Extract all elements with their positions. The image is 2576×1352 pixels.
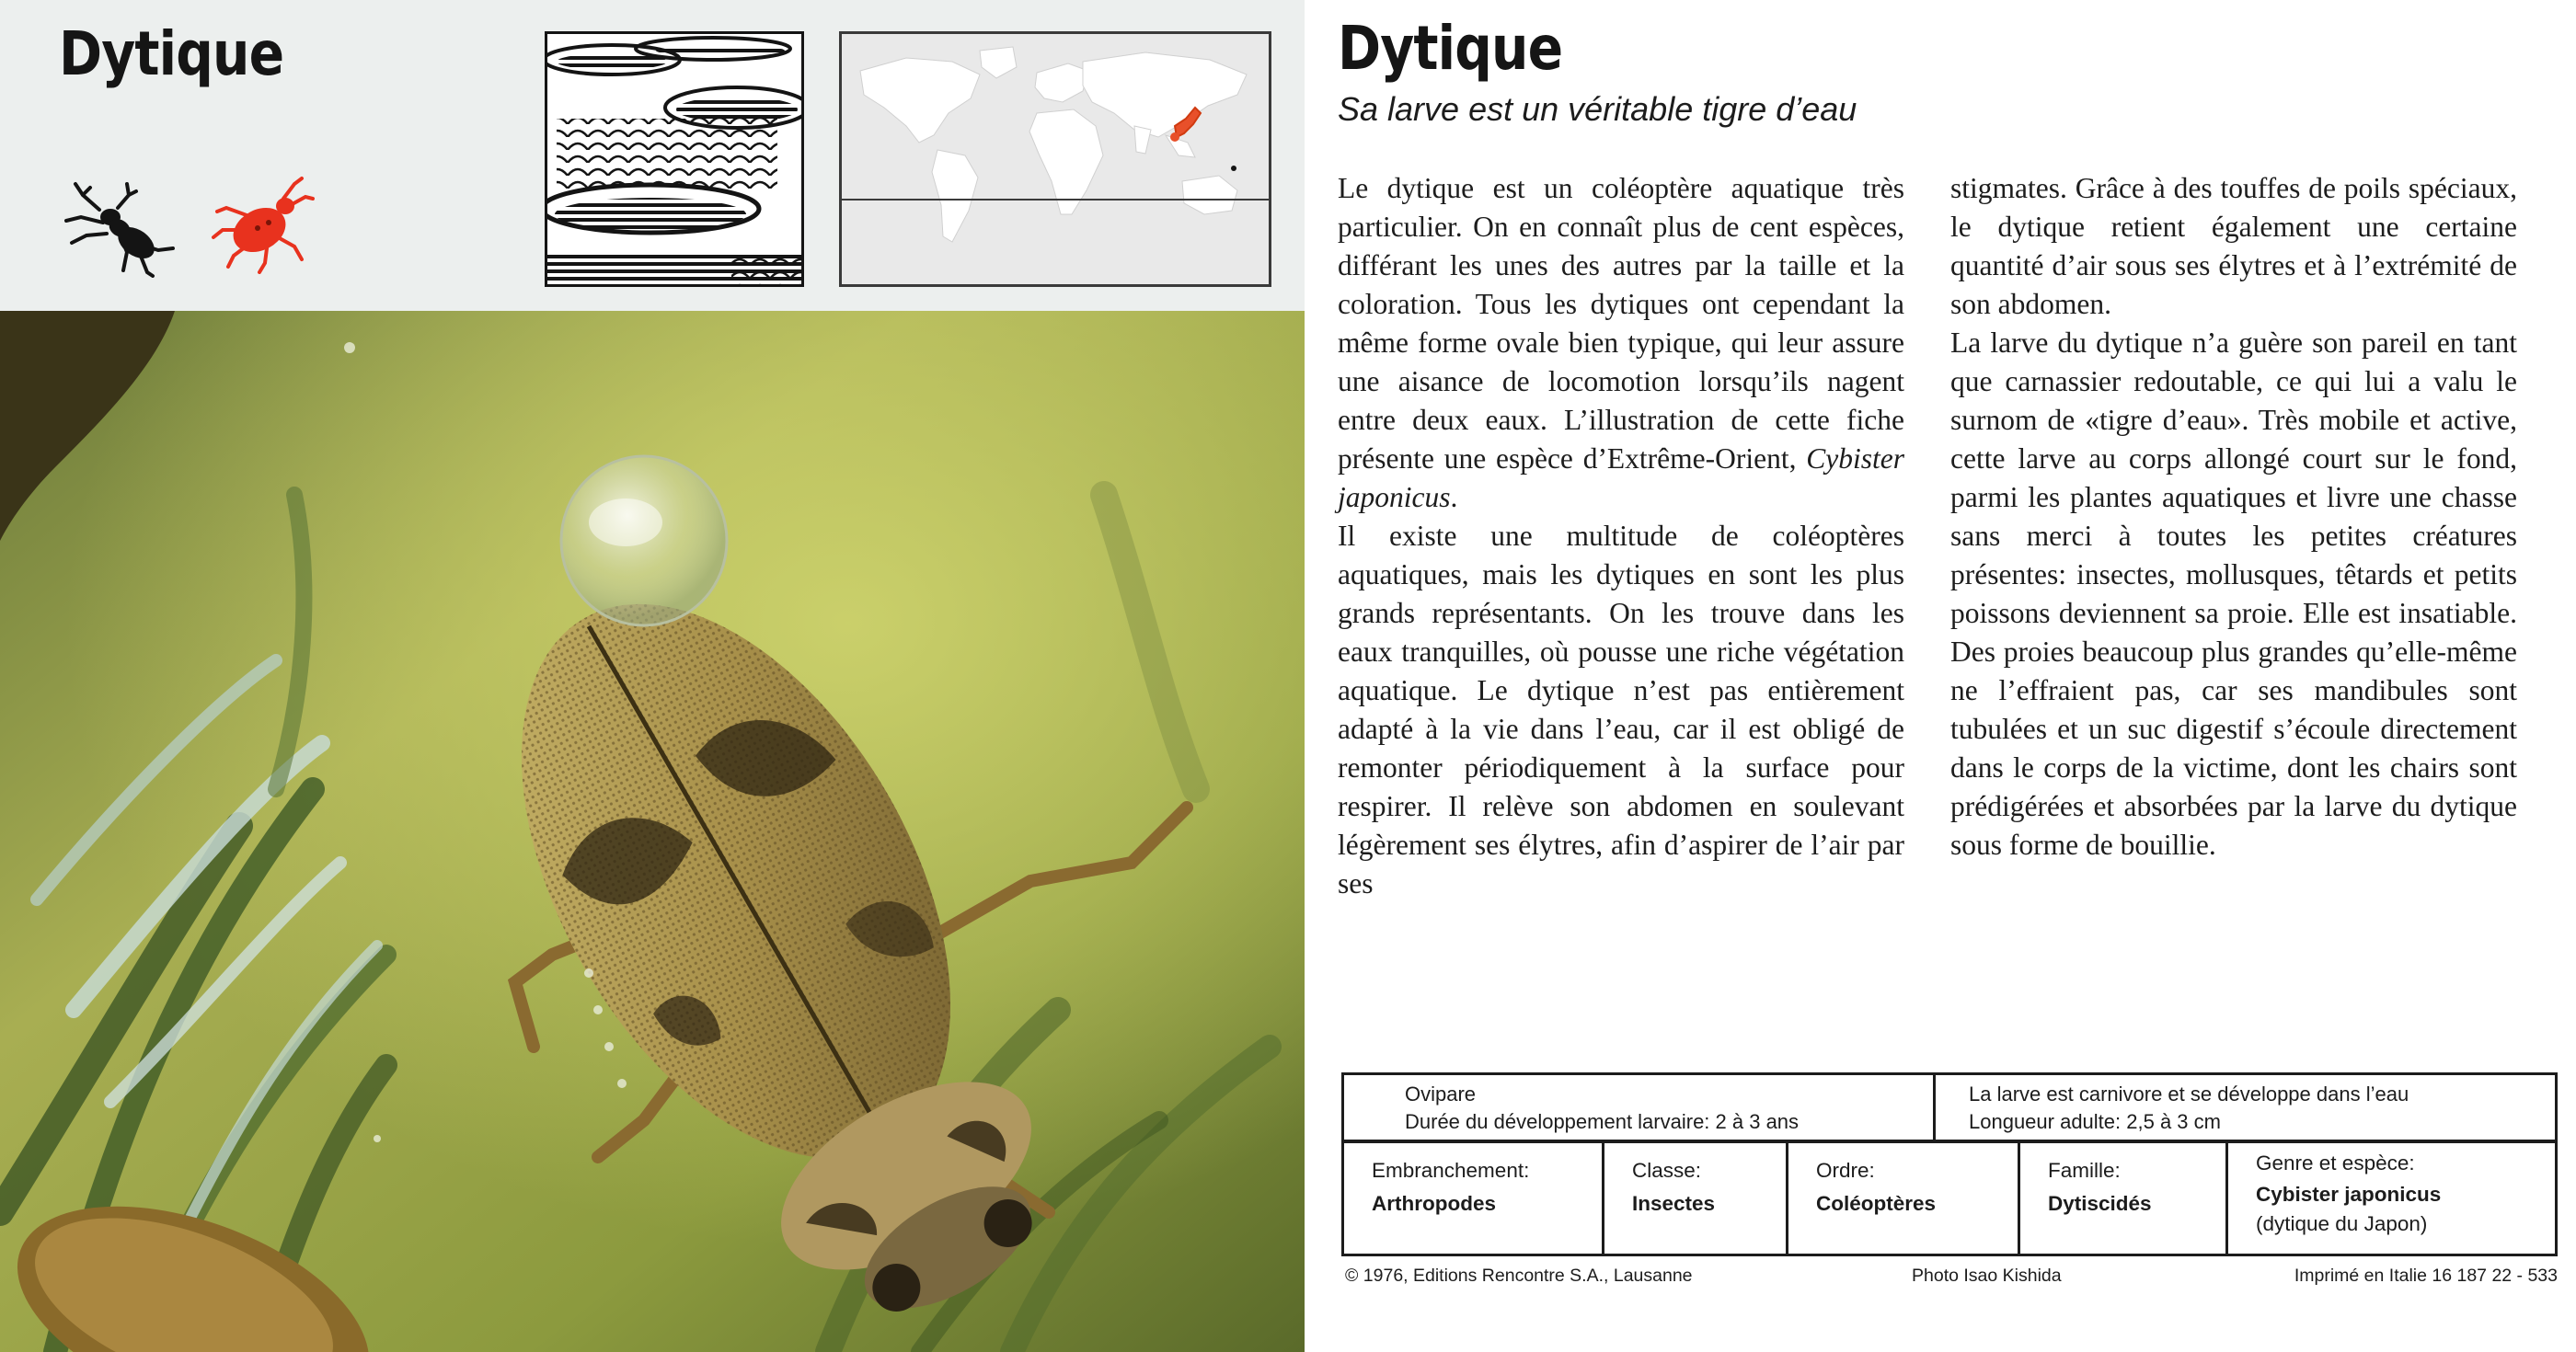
facts-right xyxy=(1933,1075,2555,1140)
taxonomy-box xyxy=(1341,1140,2558,1256)
beetle-photo xyxy=(0,311,1305,1352)
paragraph: Il existe une multitude de coléoptères aquatiques, mais les dytiques en sont les plus grands représentants. On les trouve dans les eaux tranquilles, où pousse une riche végétation aquatique. Le dytique n’est pas entièrement adapté à la vie dans l’eau, car il est obligé de remonter périodiquement à la surface pour respirer. Il relève son abdomen en soulevant légèrement ses élytres, afin d’aspirer de l’air par ses xyxy=(1338,520,1904,899)
taxonomy-order: Ordre: Coléoptères xyxy=(1786,1143,2018,1254)
front-header xyxy=(0,0,1305,311)
fact-diet: La larve est carnivore et se développe dans l’eau xyxy=(1969,1083,2409,1106)
facts-left xyxy=(1344,1075,1933,1140)
paragraph: La larve du dytique n’a guère son pareil en tant que carnassier redoutable, ce qui lui a valu le surnom de «tigre d’eau». Très mobile et active, cette larve au corps allongé court sur le fond, parmi les plantes aquatiques et livre une chasse sans merci à toutes les petites créatures présentes: insectes, mollusques, têtards et petits poissons deviennent sa proie. Elle est insatiable. Des proies beaucoup plus grandes qu’elle-même ne l’effraient pas, car ses mandibules sont tubulées et un suc digestif s’écoule directement dans le corps de la victime, dont les chairs sont prédigérées et absorbées par la larve du dytique sous forme de bouillie. xyxy=(1950,327,2517,861)
stag-beetle-icon xyxy=(63,169,177,278)
front-title: Dytique xyxy=(59,18,284,89)
world-map xyxy=(839,31,1271,287)
taxonomy-class: Classe: Insectes xyxy=(1602,1143,1786,1254)
text-column-right xyxy=(1950,169,2517,865)
taxonomy-phylum: Embranchement: Arthropodes xyxy=(1372,1159,1530,1215)
paragraph: Le dytique est un coléoptère aquatique très particulier. On en connaît plus de cent espèces, différant les unes des autres par la taille et la coloration. Tous les dytiques ont cependant la même forme ovale bien typique, qui leur assure une aisance de locomotion lorsqu’ils nagent entre deux eaux. L’illustration de cette fiche présente une espèce d’Extrême-Orient, Cybister japonicus. xyxy=(1338,172,1904,513)
paragraph: stigmates. Grâce à des touffes de poils spéciaux, le dytique retient également une certaine quantité d’air sous ses élytres et à l’extrémité de son abdomen. xyxy=(1950,172,2517,320)
text-column-left xyxy=(1338,169,1904,903)
fact-length: Longueur adulte: 2,5 à 3 cm xyxy=(1969,1110,2221,1133)
back-subtitle: Sa larve est un véritable tigre d’eau xyxy=(1338,90,1857,128)
fact-reproduction: Ovipare xyxy=(1405,1083,1477,1106)
back-title: Dytique xyxy=(1338,13,1563,84)
card-footer xyxy=(1341,1266,2558,1295)
facts-box xyxy=(1341,1072,2558,1142)
fact-larval-duration: Durée du développement larvaire: 2 à 3 ans xyxy=(1405,1110,1800,1133)
copyright-text: © 1976, Editions Rencontre S.A., Lausanne xyxy=(1345,1266,1693,1286)
red-beetle-icon xyxy=(206,171,315,274)
print-info: Imprimé en Italie 16 187 22 - 533 xyxy=(2294,1266,2558,1286)
habitat-pictogram xyxy=(545,31,804,287)
taxonomy-species: Genre et espèce: Cybister japonicus (dytique du Japon) xyxy=(2225,1143,2555,1254)
back-card xyxy=(1305,0,2576,1352)
taxonomy-family: Famille: Dytiscidés xyxy=(2018,1143,2225,1254)
photo-credit: Photo Isao Kishida xyxy=(1912,1266,2062,1286)
